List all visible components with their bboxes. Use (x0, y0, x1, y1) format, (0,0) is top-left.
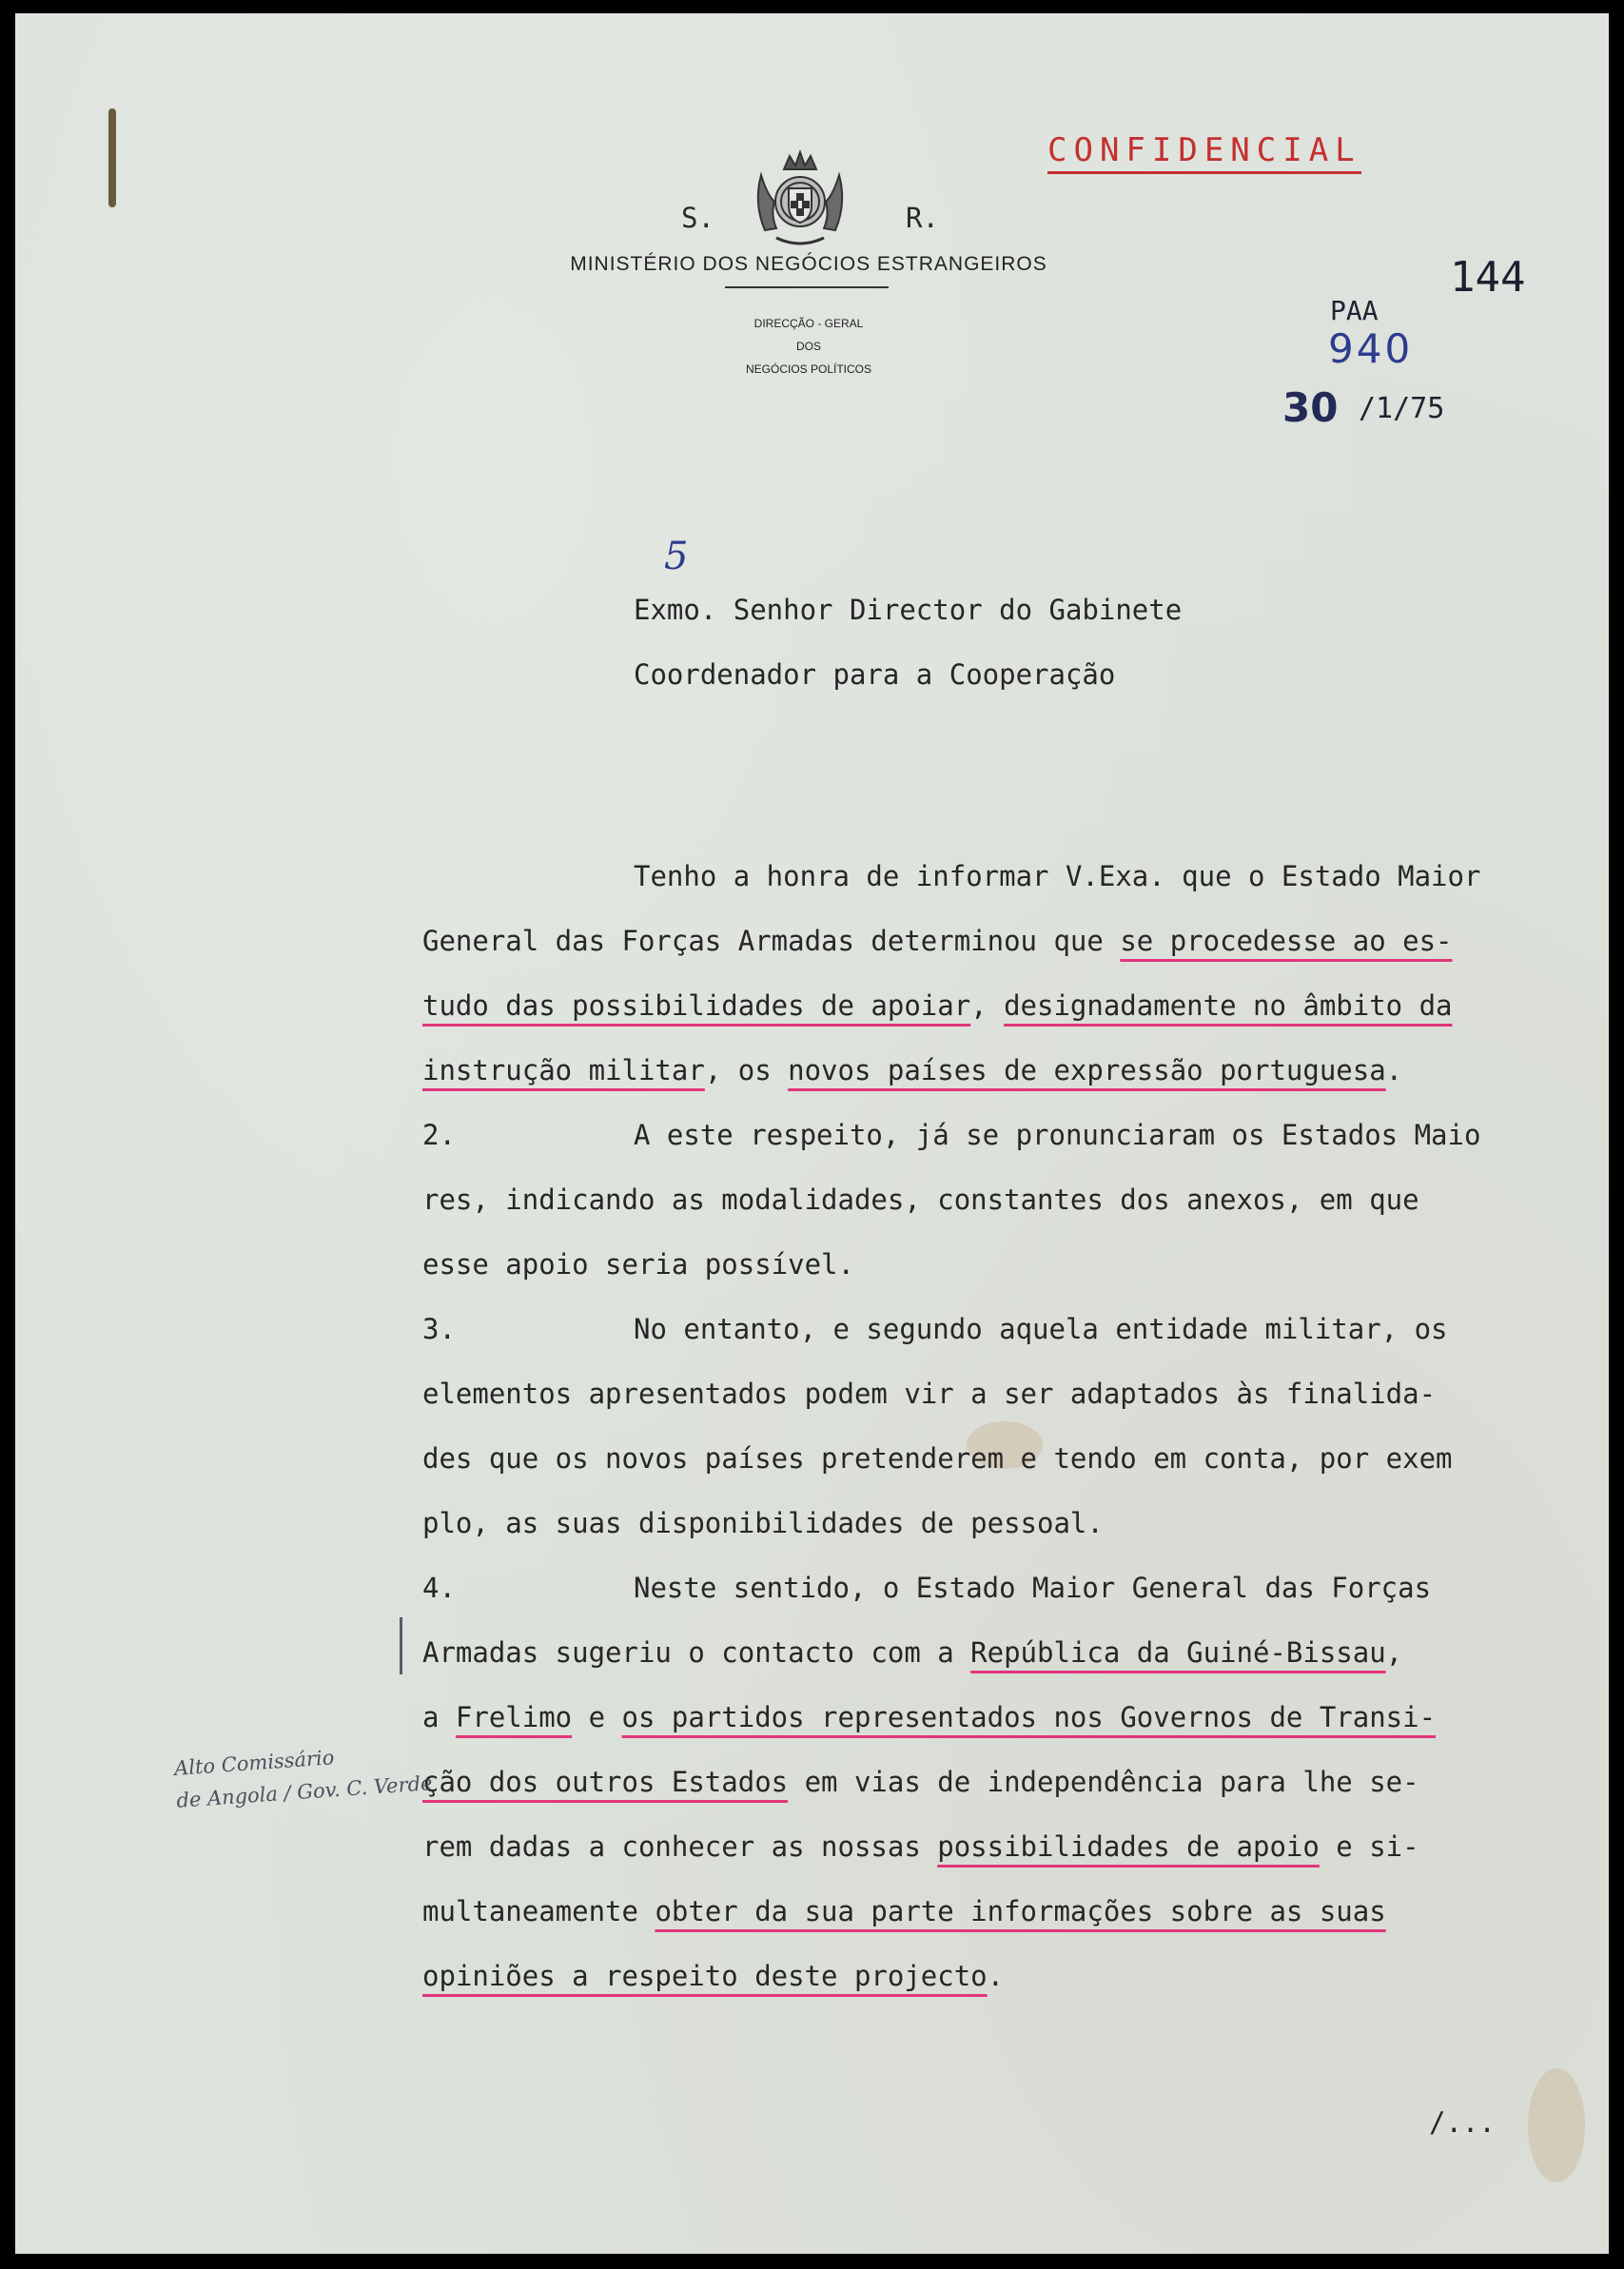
margin-mark (400, 1617, 402, 1674)
directorate-block (723, 312, 894, 381)
coat-of-arms-icon (748, 147, 852, 251)
text-run: e si- (1319, 1830, 1419, 1863)
paragraph-number: 4. (422, 1572, 456, 1604)
handwritten-margin-note (173, 1734, 434, 1817)
document-page (15, 13, 1609, 2254)
body-line (422, 1766, 1419, 1798)
body-line: elementos apresentados podem vir a ser adaptados às finalida- (422, 1378, 1437, 1410)
body-line: plo, as suas disponibilidades de pessoal. (422, 1507, 1104, 1539)
text-run: General das Forças Armadas determinou que (422, 925, 1121, 957)
body-line (422, 1830, 1419, 1863)
underlined-text: ção dos outros Estados (422, 1766, 789, 1798)
underlined-text: República da Guiné-Bissau (970, 1636, 1386, 1669)
paper-stain (1528, 2068, 1585, 2182)
body-line: Neste sentido, o Estado Maior General das Forças (634, 1572, 1432, 1604)
text-run: . (1385, 1054, 1403, 1086)
reference-code: PAA (1330, 295, 1379, 326)
margin-note-line: de Angola / Gov. C. Verde (175, 1771, 434, 1812)
handwritten-annotation: 5 (664, 535, 689, 578)
underlined-text: possibilidades de apoio (937, 1830, 1320, 1863)
underlined-text: designadamente no âmbito da (1004, 989, 1453, 1022)
text-run: a (422, 1701, 456, 1733)
underlined-text: novos países de expressão portuguesa (788, 1054, 1386, 1086)
body-line (422, 1054, 1402, 1086)
header-rule (725, 286, 889, 288)
body-line: No entanto, e segundo aquela entidade militar, os (634, 1313, 1448, 1345)
body-line: Tenho a honra de informar V.Exa. que o Estado Maior (634, 860, 1481, 892)
text-run: Armadas sugeriu o contacto com a (422, 1636, 971, 1669)
body-line: des que os novos países pretenderem e tendo em conta, por exem (422, 1442, 1453, 1475)
ministry-title: MINISTÉRIO DOS NEGÓCIOS ESTRANGEIROS (570, 253, 1047, 275)
addressee-line: Exmo. Senhor Director do Gabinete (634, 594, 1183, 626)
underlined-text: tudo das possibilidades de apoiar (422, 989, 971, 1022)
body-line (422, 989, 1453, 1022)
text-run: rem dadas a conhecer as nossas (422, 1830, 938, 1863)
underlined-text: opiniões a respeito deste projecto (422, 1960, 988, 1992)
handwritten-number: 940 (1328, 325, 1414, 372)
date-month-year: /1/75 (1359, 392, 1445, 425)
continuation-mark: /... (1429, 2106, 1496, 2139)
body-line: res, indicando as modalidades, constantes dos anexos, em que (422, 1183, 1419, 1216)
paragraph-number: 3. (422, 1313, 456, 1345)
confidential-stamp: CONFIDENCIAL (1047, 131, 1361, 174)
underlined-text: os partidos representados nos Governos de Transi- (621, 1701, 1437, 1733)
text-run: . (987, 1960, 1005, 1992)
directorate-line: DOS (795, 340, 821, 353)
underlined-text: instrução militar (422, 1054, 705, 1086)
paragraph-number: 2. (422, 1119, 456, 1151)
body-line (422, 1636, 1402, 1669)
body-line: A este respeito, já se pronunciaram os Estados Maio (634, 1119, 1481, 1151)
body-line (422, 1960, 1004, 1992)
text-run: em vias de independência para lhe se- (788, 1766, 1419, 1798)
text-run: , os (704, 1054, 789, 1086)
underlined-text: se procedesse ao es- (1120, 925, 1453, 957)
body-line (422, 925, 1453, 957)
staple-mark (108, 108, 116, 207)
text-run: , (1385, 1636, 1403, 1669)
body-line (422, 1895, 1386, 1927)
document-number: 144 (1450, 253, 1526, 302)
directorate-line: NEGÓCIOS POLÍTICOS (745, 362, 872, 376)
sr-right-label: R. (906, 202, 939, 234)
text-run: multaneamente (422, 1895, 655, 1927)
text-run: , (970, 989, 1005, 1022)
underlined-text: obter da sua parte informações sobre as suas (655, 1895, 1386, 1927)
margin-note-line: Alto Comissário (173, 1746, 336, 1780)
addressee-line: Coordenador para a Cooperação (634, 658, 1116, 691)
underlined-text: Frelimo (455, 1701, 573, 1733)
body-line (422, 1701, 1436, 1733)
text-run: e (572, 1701, 622, 1733)
directorate-line: DIRECÇÃO - GERAL (753, 317, 864, 330)
body-line: esse apoio seria possível. (422, 1248, 854, 1281)
sr-left-label: S. (681, 202, 714, 234)
date-day: 30 (1282, 384, 1339, 431)
